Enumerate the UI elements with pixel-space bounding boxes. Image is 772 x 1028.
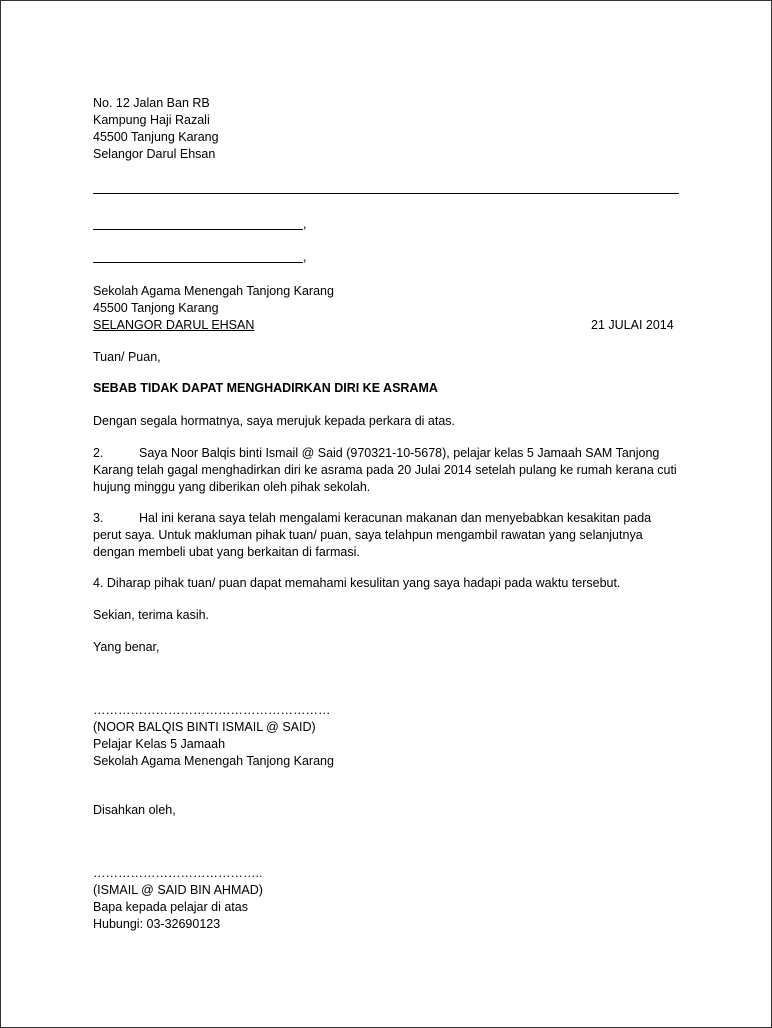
student-name: (NOOR BALQIS BINTI ISMAIL @ SAID) (93, 720, 316, 734)
verified-by-label: Disahkan oleh, (93, 803, 176, 817)
paragraph-3-line-1-text: Hal ini kerana saya telah mengalami keracunan makanan dan menyebabkan kesakitan pada (139, 511, 652, 525)
sign-off: Yang benar, (93, 640, 160, 654)
student-school: Sekolah Agama Menengah Tanjong Karang (93, 754, 334, 768)
paragraph-3-line-1 (93, 510, 651, 527)
separator-rule (93, 193, 679, 194)
recipient-address-line-3: SELANGOR DARUL EHSAN (93, 318, 255, 332)
paragraph-2-line-1-text: Saya Noor Balqis binti Ismail @ Said (970321-10-5678), pelajar kelas 5 Jamaah SAM Tanjong (139, 446, 660, 460)
paragraph-3-line-2: perut saya. Untuk makluman pihak tuan/ puan, saya telahpun mengambil rawatan yang selanjutnya (93, 528, 643, 542)
salutation: Tuan/ Puan, (93, 350, 161, 364)
parent-signature-dots: ………………………………….. (93, 866, 263, 880)
sender-address-line-2: Kampung Haji Razali (93, 113, 210, 127)
blank-line-1-comma: , (303, 217, 307, 231)
sender-address (93, 95, 219, 163)
letter-date: 21 JULAI 2014 (591, 318, 674, 332)
paragraph-2 (93, 445, 677, 496)
parent-name: (ISMAIL @ SAID BIN AHMAD) (93, 883, 263, 897)
recipient-address (93, 283, 334, 334)
blank-line-2-comma: , (303, 250, 307, 264)
parent-relation: Bapa kepada pelajar di atas (93, 900, 248, 914)
paragraph-2-line-3: hujung minggu yang diberikan oleh pihak sekolah. (93, 480, 371, 494)
paragraph-4: 4. Diharap pihak tuan/ puan dapat memahami kesulitan yang saya hadapi pada waktu tersebut. (93, 576, 621, 590)
subject-heading: SEBAB TIDAK DAPAT MENGHADIRKAN DIRI KE ASRAMA (93, 381, 438, 395)
paragraph-3-line-3: dengan membeli ubat yang berkaitan di farmasi. (93, 545, 360, 559)
sender-address-line-4: Selangor Darul Ehsan (93, 147, 216, 161)
parent-phone: Hubungi: 03-32690123 (93, 917, 221, 931)
blank-line-2 (93, 262, 303, 263)
recipient-address-line-2: 45500 Tanjong Karang (93, 301, 219, 315)
opening-line: Dengan segala hormatnya, saya merujuk kepada perkara di atas. (93, 414, 456, 428)
paragraph-3-number: 3. (93, 511, 104, 525)
parent-signature-block (93, 865, 263, 933)
recipient-address-line-1: Sekolah Agama Menengah Tanjong Karang (93, 284, 334, 298)
sender-address-line-3: 45500 Tanjung Karang (93, 130, 219, 144)
paragraph-3 (93, 510, 651, 561)
student-signature-dots: ………………………………………………… (93, 703, 331, 717)
student-class: Pelajar Kelas 5 Jamaah (93, 737, 226, 751)
student-signature-block (93, 702, 334, 770)
paragraph-2-line-1 (93, 445, 677, 462)
sender-address-line-1: No. 12 Jalan Ban RB (93, 96, 210, 110)
closing-line: Sekian, terima kasih. (93, 608, 210, 622)
blank-line-1 (93, 229, 303, 230)
paragraph-2-line-2: Karang telah gagal menghadirkan diri ke asrama pada 20 Julai 2014 setelah pulang ke rumah kerana cuti (93, 463, 677, 477)
paragraph-2-number: 2. (93, 446, 104, 460)
